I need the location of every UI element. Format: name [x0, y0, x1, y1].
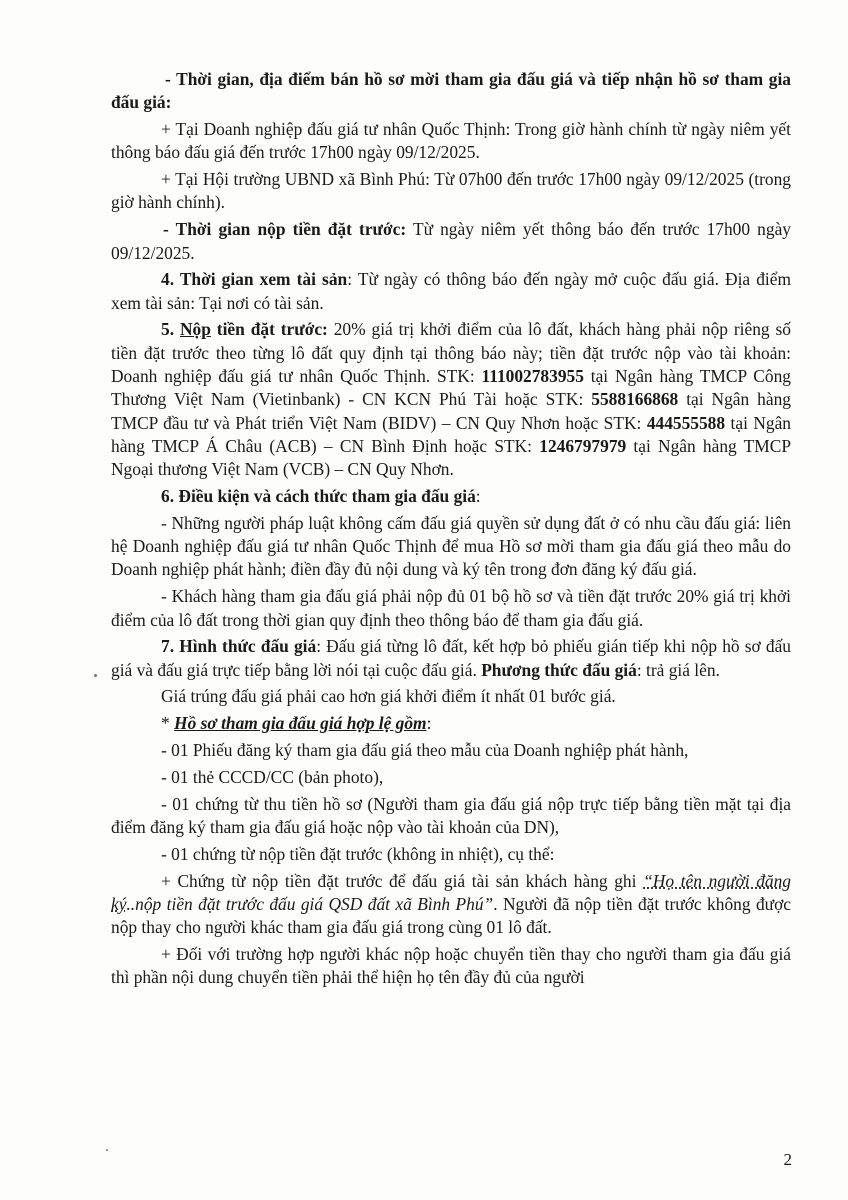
section-6-paragraph-2: - Khách hàng tham gia đấu giá phải nộp đủ 01 bộ hồ sơ và tiền đặt trước 20% giá trị khởi điểm của lô đất trong thời gian quy định theo thông báo để tham gia đấu giá. — [111, 586, 791, 630]
dossier-item-5-quote: ..nộp tiền đặt trước đấu giá QSD đất xã Bình Phú” — [126, 893, 494, 914]
scan-speck — [106, 1149, 108, 1151]
dossier-item-5-name-placeholder: “Họ tên người đăng ký — [111, 870, 791, 914]
section-5-label-word: Nộp — [179, 319, 211, 340]
section-5-text-2: tại Ngân hàng TMCP Công Thương Việt Nam (Vietinbank) - CN KCN Phú Tài hoặc STK: — [111, 366, 791, 410]
dossier-item-1: - 01 Phiếu đăng ký tham gia đấu giá theo mẫu của Doanh nghiệp phát hành, — [161, 740, 689, 761]
scan-speck — [94, 674, 97, 677]
page-number: 2 — [783, 1150, 792, 1169]
timeline-item-2: + Tại Hội trường UBND xã Bình Phú: Từ 07h00 đến trước 17h00 ngày 09/12/2025 (trong giờ hành chính). — [111, 169, 791, 213]
dossier-item-5-text-c: . Người đã nộp tiền đặt trước không được nộp thay cho người khác tham gia đấu giá trong cùng 01 lô đất. — [111, 893, 791, 938]
section-6-colon: : — [475, 486, 481, 507]
section-7-paragraph-2: Giá trúng đấu giá phải cao hơn giá khởi điểm ít nhất 01 bước giá. — [161, 686, 616, 707]
account-number-vietinbank: 111002783955 — [481, 366, 584, 387]
section-7-paragraph — [111, 635, 791, 682]
dossier-item-3: - 01 chứng từ thu tiền hồ sơ (Người tham gia đấu giá nộp trực tiếp bằng tiền mặt tại địa điểm đăng ký tham gia đấu giá hoặc nộp vào tài khoản của DN), — [111, 793, 791, 837]
account-number-bidv: 5588166868 — [591, 389, 679, 410]
dossier-item-6: + Đối với trường hợp người khác nộp hoặc chuyển tiền thay cho người tham gia đấu giá thì phần nội dung chuyển tiền phải thể hiện họ tên đầy đủ của người — [111, 943, 791, 988]
deposit-time-paragraph — [111, 218, 791, 265]
section-6-heading — [111, 485, 791, 508]
dossier-item-5 — [111, 870, 791, 940]
section-5-text-3: tại Ngân hàng TMCP đầu tư và Phát triển Việt Nam (BIDV) – CN Quy Nhơn hoặc STK: — [111, 389, 791, 433]
document-page — [111, 68, 791, 993]
deposit-time-label: - Thời gian nộp tiền đặt trước: — [163, 219, 407, 240]
section-7-text-2: : trả giá lên. — [636, 659, 720, 680]
section-5-text-4: tại Ngân hàng TMCP Á Châu (ACB) – CN Bình Định hoặc STK: — [111, 412, 792, 456]
dossier-item-4: - 01 chứng từ nộp tiền đặt trước (không in nhiệt), cụ thể: — [161, 843, 555, 864]
account-number-acb: 444555588 — [646, 412, 726, 433]
section-5-label-rest: tiền đặt trước: — [210, 319, 328, 340]
dossier-heading-text: Hồ sơ tham gia đấu giá hợp lệ gồm — [174, 713, 427, 734]
section-5-text-5: tại Ngân hàng TMCP Ngoại thương Việt Nam (VCB) – CN Quy Nhơn. — [111, 435, 791, 480]
dossier-item-2: - 01 thẻ CCCD/CC (bản photo), — [161, 766, 384, 787]
section-4-label: 4. Thời gian xem tài sản — [161, 269, 348, 290]
dossier-heading — [111, 712, 791, 735]
section-4-text: : Từ ngày có thông báo đến ngày mở cuộc đấu giá. Địa điểm xem tài sản: Tại nơi có tài sản. — [111, 269, 792, 313]
section-5-text-1: 20% giá trị khởi điểm của lô đất, khách hàng phải nộp riêng số tiền đặt trước theo từng lô đất quy định tại thông báo này; tiền đặt trước nộp vào tài khoản: Doanh nghiệp đấu giá tư nhân Quốc Thịnh. STK: — [111, 319, 791, 387]
deposit-time-text: Từ ngày niêm yết thông báo đến trước 17h00 ngày 09/12/2025. — [111, 219, 791, 263]
section-5-paragraph — [111, 318, 791, 481]
timeline-item-1: + Tại Doanh nghiệp đấu giá tư nhân Quốc Thịnh: Trong giờ hành chính từ ngày niêm yết thông báo đấu giá đến trước 17h00 ngày 09/12/2025. — [111, 119, 791, 163]
section-6-paragraph-1: - Những người pháp luật không cấm đấu giá quyền sử dụng đất ở có nhu cầu đấu giá: liên hệ Doanh nghiệp đấu giá tư nhân Quốc Thịnh để mua Hồ sơ mời tham gia đấu giá theo mẫu do Doanh nghiệp phát hành; điền đầy đủ nội dung và ký tên trong đơn đăng ký đấu giá. — [111, 512, 791, 580]
dossier-star: * — [161, 713, 175, 734]
section-7-text-1: : Đấu giá từng lô đất, kết hợp bỏ phiếu gián tiếp khi nộp hồ sơ đấu giá và đấu giá trực tiếp bằng lời nói tại cuộc đấu giá. — [111, 636, 791, 680]
timeline-heading — [111, 68, 791, 115]
section-4-paragraph — [111, 268, 791, 315]
section-5-label-num: 5. — [161, 319, 180, 340]
section-7-label: 7. Hình thức đấu giá — [161, 636, 317, 657]
account-number-vcb: 1246797979 — [539, 435, 627, 456]
section-6-label: 6. Điều kiện và cách thức tham gia đấu giá — [161, 486, 476, 507]
auction-method-label: Phương thức đấu giá — [481, 659, 637, 680]
timeline-label: - Thời gian, địa điểm bán hồ sơ mời tham gia đấu giá và tiếp nhận hồ sơ tham gia đấu giá: — [111, 69, 791, 113]
dossier-item-5-text-a: + Chứng từ nộp tiền đặt trước để đấu giá tài sản khách hàng ghi — [161, 870, 644, 891]
dossier-colon: : — [426, 713, 432, 734]
